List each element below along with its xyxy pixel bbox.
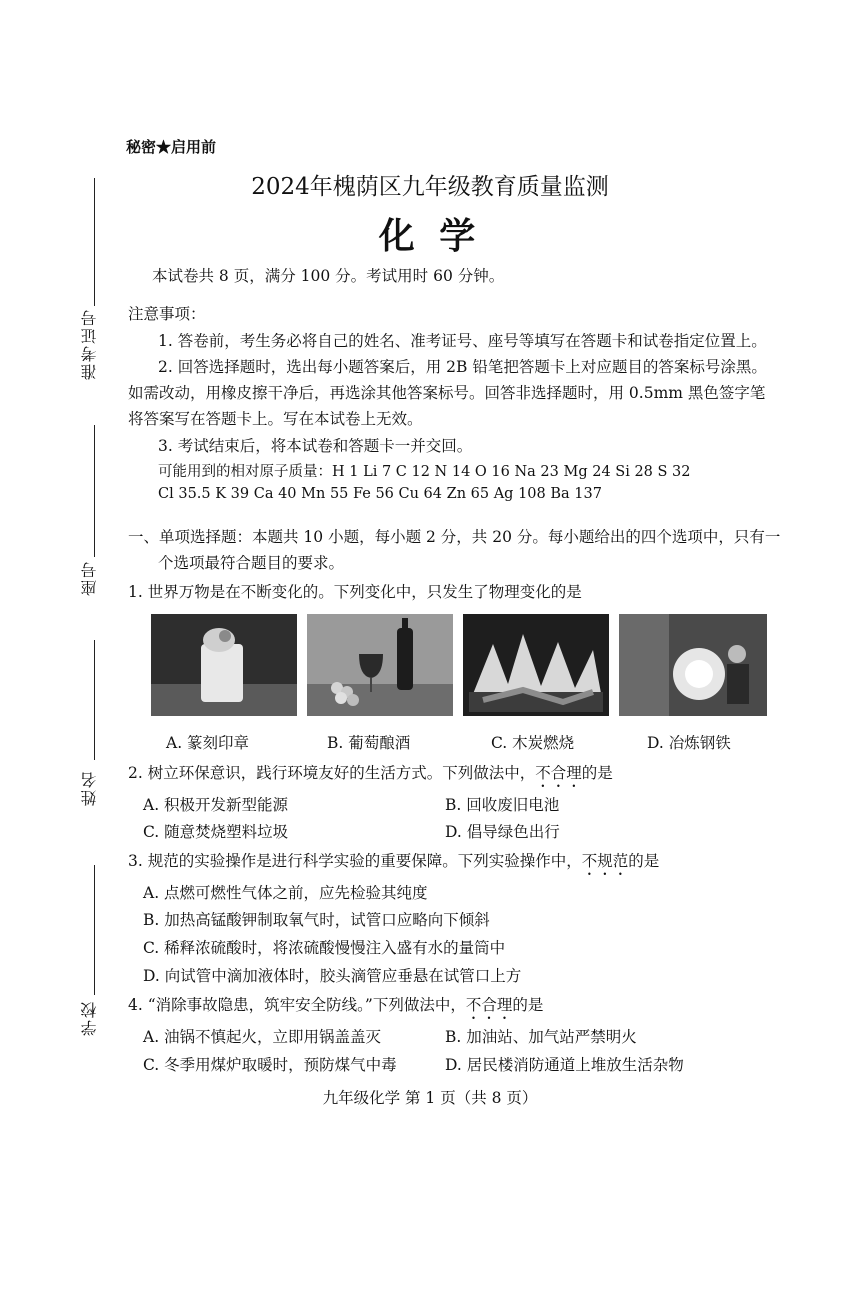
question-1-stem: 1. 世界万物是在不断变化的。下列变化中，只发生了物理变化的是 xyxy=(128,583,582,601)
question-2-stem xyxy=(128,761,613,791)
charcoal-burning-image xyxy=(463,614,609,716)
atomic-mass-line-2: Cl 35.5 K 39 Ca 40 Mn 55 Fe 56 Cu 64 Zn 65 Ag 108 Ba 137 xyxy=(158,486,602,502)
question-3-stem xyxy=(128,849,659,879)
q1-option-a: A. 篆刻印章 xyxy=(166,734,250,752)
school-label: 学校 xyxy=(80,1000,99,1036)
q2-stem-emphasis: 不合理 xyxy=(535,764,582,782)
q3-option-a: A. 点燃可燃性气体之前，应先检验其纯度 xyxy=(143,884,428,902)
q4-stem-text: 4. “消除事故隐患，筑牢安全防线。”下列做法中， xyxy=(128,996,466,1014)
subject-title: 化 学 xyxy=(378,215,482,257)
seal-carving-picture xyxy=(151,614,297,716)
section-1-heading: 一、单项选择题：本题共 10 小题，每小题 2 分，共 20 分。每小题给出的四个选项中，只有一 xyxy=(128,528,781,546)
q1-option-d: D. 冶炼钢铁 xyxy=(647,734,731,752)
wine-picture xyxy=(307,614,453,716)
exam-title: 2024年槐荫区九年级教育质量监测 xyxy=(251,174,609,200)
q3-stem-text: 3. 规范的实验操作是进行科学实验的重要保障。下列实验操作中， xyxy=(128,852,582,870)
q1-option-c: C. 木炭燃烧 xyxy=(491,734,575,752)
notes-heading: 注意事项： xyxy=(128,305,206,323)
q4-option-a: A. 油锅不慎起火，立即用锅盖盖灭 xyxy=(143,1028,382,1046)
margin-line-2 xyxy=(94,425,95,557)
q2-option-a: A. 积极开发新型能源 xyxy=(143,796,289,814)
note-2-line-2: 如需改动，用橡皮擦干净后，再选涂其他答案标号。回答非选择题时，用 0.5mm 黑色签字笔 xyxy=(128,384,766,402)
question-4-stem xyxy=(128,993,543,1023)
charcoal-fire-picture xyxy=(463,614,609,716)
q4-option-c: C. 冬季用煤炉取暖时，预防煤气中毒 xyxy=(143,1056,397,1074)
secret-mark: 秘密★启用前 xyxy=(126,138,217,156)
wine-making-image xyxy=(307,614,453,716)
note-1: 1. 答卷前，考生务必将自己的姓名、准考证号、座号等填写在答题卡和试卷指定位置上。 xyxy=(158,332,767,350)
note-2-line-3: 将答案写在答题卡上。写在本试卷上无效。 xyxy=(128,410,423,428)
q2-option-b: B. 回收废旧电池 xyxy=(445,796,560,814)
q3-option-d: D. 向试管中滴加液体时，胶头滴管应垂悬在试管口上方 xyxy=(143,967,522,985)
atomic-mass-line-1: 可能用到的相对原子质量：H 1 Li 7 C 12 N 14 O 16 Na 23 Mg 24 Si 28 S 32 xyxy=(158,464,691,480)
steel-smelting-image xyxy=(619,614,767,716)
seal-carving-image xyxy=(151,614,297,716)
q3-option-c: C. 稀释浓硫酸时，将浓硫酸慢慢注入盛有水的量筒中 xyxy=(143,939,506,957)
q4-option-d: D. 居民楼消防通道上堆放生活杂物 xyxy=(445,1056,684,1074)
exam-info: 本试卷共 8 页，满分 100 分。考试用时 60 分钟。 xyxy=(152,267,505,285)
note-2-line-1: 2. 回答选择题时，选出每小题答案后，用 2B 铅笔把答题卡上对应题目的答案标号涂黑。 xyxy=(158,358,767,376)
q4-option-b: B. 加油站、加气站严禁明火 xyxy=(445,1028,637,1046)
seat-label: 座号 xyxy=(80,560,99,596)
page-footer: 九年级化学 第 1 页（共 8 页） xyxy=(322,1089,538,1107)
q1-option-b: B. 葡萄酿酒 xyxy=(327,734,411,752)
name-label: 姓名 xyxy=(80,770,99,806)
q3-stem-emphasis: 不规范 xyxy=(581,852,629,870)
margin-line-3 xyxy=(94,640,95,760)
q4-stem-emphasis: 不合理 xyxy=(465,996,513,1014)
q3-option-b: B. 加热高锰酸钾制取氧气时，试管口应略向下倾斜 xyxy=(143,911,490,929)
q4-stem-end: 的是 xyxy=(512,996,544,1014)
q2-option-d: D. 倡导绿色出行 xyxy=(445,823,560,841)
q2-option-c: C. 随意焚烧塑料垃圾 xyxy=(143,823,289,841)
steel-worker-picture xyxy=(619,614,767,716)
margin-line-4 xyxy=(94,865,95,995)
q3-stem-end: 的是 xyxy=(628,852,660,870)
q2-stem-end: 的是 xyxy=(581,764,613,782)
note-3: 3. 考试结束后，将本试卷和答题卡一并交回。 xyxy=(158,437,473,455)
exam-number-label: 准考证号 xyxy=(80,308,99,380)
q2-stem-text: 2. 树立环保意识，践行环境友好的生活方式。下列做法中， xyxy=(128,764,536,782)
section-1-heading-cont: 个选项最符合题目的要求。 xyxy=(158,554,345,572)
